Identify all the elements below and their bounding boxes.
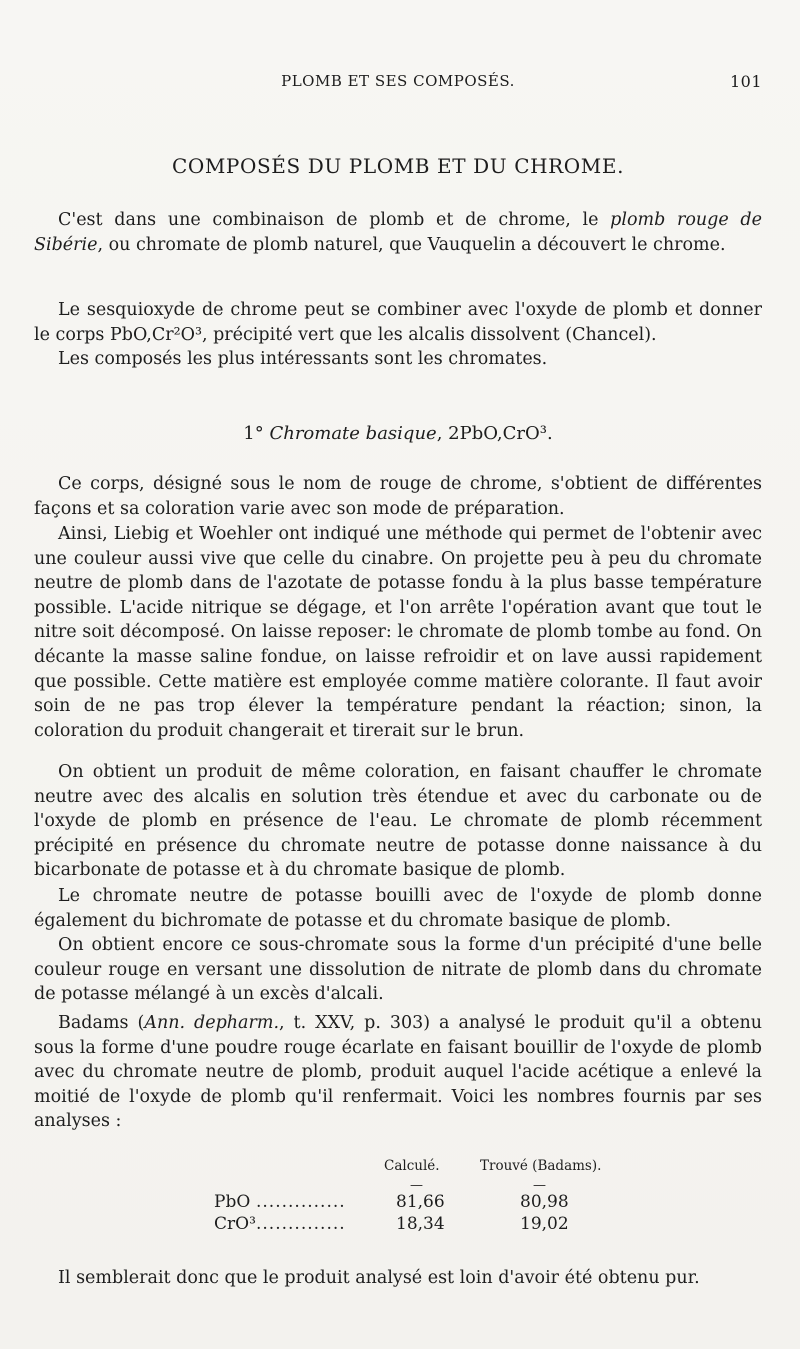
subsection-formula: , 2PbO,CrO³. bbox=[436, 423, 553, 444]
citation-italic: Ann. depharm. bbox=[144, 1013, 280, 1033]
text-run: C'est dans une combinaison de plomb et de chrome, le bbox=[58, 210, 611, 230]
table-row bbox=[200, 1192, 620, 1214]
calculated-value: 18,34 bbox=[396, 1214, 445, 1234]
text-run: , t. XXV, p. 303) a analysé le produit qu'il a obtenu sous la forme d'une poudre rouge écarlate en faisant bouillir de l'oxyde de plomb avec du chromate neutre de plomb, produit auquel l'acide acétique a enlevé la moitié de l'oxyde de plomb qu'il renfermait. Voici les nombres fournis par ses analyses : bbox=[34, 1013, 762, 1132]
paragraph-bichromate: Le chromate neutre de potasse bouilli avec de l'oxyde de plomb donne également du bichromate de potasse et du chromate basique de plomb. bbox=[34, 886, 762, 931]
paragraph-chromates: Les composés les plus intéressants sont les chromates. bbox=[58, 349, 548, 369]
subsection-heading bbox=[34, 423, 762, 444]
paragraph-sous-chromate: On obtient encore ce sous-chromate sous la forme d'un précipité d'une belle couleur rouge en versant une dissolution de nitrate de plomb dans du chromate de potasse mélangé à un excès d'alcali. bbox=[34, 935, 762, 1005]
paragraph-badams bbox=[34, 1011, 762, 1134]
paragraph-rouge-de-chrome: Ce corps, désigné sous le nom de rouge de chrome, s'obtient de différentes façons et sa coloration varie avec son mode de préparation. bbox=[34, 474, 762, 519]
column-rule: — bbox=[410, 1178, 423, 1193]
page-number: 101 bbox=[729, 72, 762, 91]
found-value: 19,02 bbox=[520, 1214, 569, 1234]
dot-leader: .............. bbox=[256, 1214, 346, 1234]
subsection-title: Chromate basique bbox=[269, 423, 437, 444]
paragraph-intro bbox=[34, 208, 762, 257]
analysis-table bbox=[200, 1158, 620, 1238]
paragraph-sesquioxyde: Le sesquioxyde de chrome peut se combiner avec l'oxyde de plomb et donner le corps PbO,Cr²O³, précipité vert que les alcalis dissolvent (Chancel). bbox=[34, 300, 762, 345]
running-title: PLOMB ET SES COMPOSÉS. bbox=[281, 72, 515, 90]
found-value: 80,98 bbox=[520, 1192, 569, 1212]
section-title: COMPOSÉS DU PLOMB ET DU CHROME. bbox=[171, 154, 625, 178]
dot-leader: .............. bbox=[256, 1192, 346, 1212]
table-row bbox=[200, 1214, 620, 1236]
column-header-trouve: Trouvé (Badams). bbox=[480, 1158, 602, 1174]
row-label: PbO bbox=[214, 1192, 251, 1212]
column-header-calcule: Calculé. bbox=[384, 1158, 440, 1174]
running-head bbox=[34, 72, 762, 94]
column-rule: — bbox=[533, 1178, 546, 1193]
paragraph-liebig-woehler: Ainsi, Liebig et Woehler ont indiqué une méthode qui permet de l'obtenir avec une couleur aussi vive que celle du cinabre. On projette peu à peu du chromate neutre de plomb dans de l'azotate de potasse fondu à la plus basse température possible. L'acide nitrique se dégage, et l'on arrête l'opération avant que tout le nitre soit décomposé. On laisse reposer: le chromate de plomb tombe au fond. On décante la masse saline fondue, on laisse refroidir et on lave aussi rapidement que possible. Cette matière est employée comme matière colorante. Il faut avoir soin de ne pas trop élever la température pendant la réaction; sinon, la coloration du produit changerait et tirerait sur le brun. bbox=[34, 524, 762, 741]
italic-term: plomb rouge de Sibérie bbox=[34, 210, 762, 255]
text-run: Badams ( bbox=[58, 1013, 145, 1033]
paragraph-conclusion: Il semblerait donc que le produit analysé est loin d'avoir été obtenu pur. bbox=[58, 1268, 700, 1288]
calculated-value: 81,66 bbox=[396, 1192, 445, 1212]
subsection-number: 1° bbox=[243, 423, 264, 444]
paragraph-alcalis: On obtient un produit de même coloration, en faisant chauffer le chromate neutre avec des alcalis en solution très étendue et avec du carbonate ou de l'oxyde de plomb en présence de l'eau. Le chromate de plomb récemment précipité en présence du chromate neutre de potasse donne naissance à du bicarbonate de potasse et à du chromate basique de plomb. bbox=[34, 762, 762, 881]
row-label: CrO³ bbox=[214, 1214, 256, 1234]
text-run: , ou chromate de plomb naturel, que Vauquelin a découvert le chrome. bbox=[97, 234, 726, 255]
